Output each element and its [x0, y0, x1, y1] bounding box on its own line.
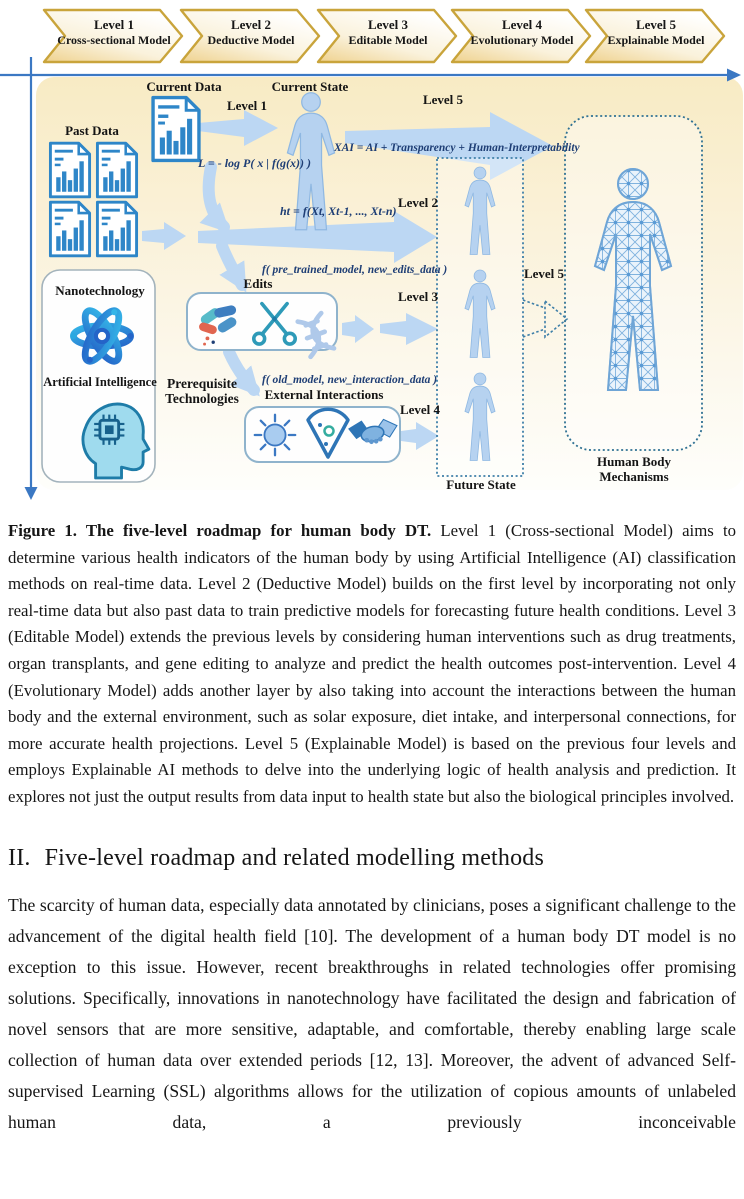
artificial-intelligence-label: Artificial Intelligence [43, 375, 157, 389]
banner-level-4-subtitle: Evolutionary Model [470, 33, 574, 48]
human-body-mechanisms-label: Human Body Mechanisms [596, 454, 672, 484]
nanotechnology-label: Nanotechnology [55, 283, 145, 298]
figure-caption [0, 518, 744, 811]
edits-label: Edits [243, 276, 273, 291]
sun-icon [255, 415, 295, 455]
section-heading [0, 845, 744, 872]
figure-1-diagram [0, 0, 744, 508]
banner-level-3-title: Level 3 [367, 17, 409, 32]
banner-level-4 [457, 17, 587, 48]
banner-level-5-title: Level 5 [635, 17, 677, 32]
banner-level-2-subtitle: Deductive Model [207, 33, 295, 48]
past-data-document-icon [50, 202, 89, 256]
level5-formula: XAI = AI + Transparency + Human-Interpretability [334, 142, 580, 154]
banner-level-2-title: Level 2 [230, 17, 272, 32]
level2-formula: ht = f(Xt, Xt-1, ..., Xt-n) [280, 204, 397, 218]
level4-label: Level 4 [399, 402, 441, 417]
level2-label: Level 2 [397, 195, 439, 210]
level3-label: Level 3 [397, 289, 439, 304]
roadmap-diagram-canvas [0, 0, 744, 508]
level4-formula: f( old_model, new_interaction_data ) [262, 374, 438, 386]
level1-formula: L = - log P( x | f(g(x)) ) [198, 156, 311, 170]
section-title: Five-level roadmap and related modelling methods [44, 844, 545, 871]
banner-level-1 [49, 17, 179, 48]
past-data-document-icon [97, 202, 136, 256]
past-data-document-icon [50, 143, 89, 197]
level3-formula: f( pre_trained_model, new_edits_data ) [262, 264, 448, 276]
axis-down-arrowhead [25, 487, 38, 500]
banner-level-3 [323, 17, 453, 48]
section-paragraph: The scarcity of human data, especially data annotated by clinicians, poses a significant challenge to the advancement of the digital health field [10]. The development of a human body DT model is no exception to this issue. However, recent breakthroughs in related technologies offer promising solutions. Specifically, innovations in nanotechnology have facilitated the design and fabrication of novel sensors that are more sensitive, adaptable, and comfortable, thereby enabling large scale collection of human data over extended periods [12, 13]. Moreover, the advent of advanced Self-supervised Learning (SSL) algorithms allows for the utilization of copious amounts of unlabeled human data, a previously inconceivable [8, 894, 736, 1132]
prerequisite-technologies-label: Prerequisite Technologies [165, 376, 239, 407]
figure-caption-body: Level 1 (Cross-sectional Model) aims to determine various health indicators of the human body by using Artificial Intelligence (AI) classification methods on real-time data. Level 2 (Deductive Model) builds on the first level by incorporating not only real-time data but also past data to train predictive models for forecasting future health conditions. Level 3 (Editable Model) extends the previous levels by considering human interventions such as drug treatments, organ transplants, and gene editing to analyze and predict the health outcomes post-intervention. Level 4 (Evolutionary Model) adds another layer by also taking into account the interactions between the human body and the external environment, such as solar exposure, diet intake, and interpersonal connections, for more accurate health projections. Level 5 (Explainable Model) is based on the previous four levels and employs Explainable AI methods to delve into the underlying logic of health analysis and prediction. It explores not just the output results from data input to health state but also the biological principles involved. [8, 521, 736, 806]
figure-caption-lead: Figure 1. The five-level roadmap for human body DT. [8, 521, 432, 540]
banner-level-3-subtitle: Editable Model [348, 33, 428, 48]
banner-level-1-title: Level 1 [93, 17, 135, 32]
current-state-label: Current State [271, 79, 349, 94]
past-data-label: Past Data [65, 123, 119, 138]
external-interactions-label: External Interactions [264, 387, 384, 402]
level1-label: Level 1 [226, 98, 268, 113]
future-state-label: Future State [446, 477, 516, 492]
banner-level-5 [591, 17, 721, 48]
current-data-label: Current Data [146, 79, 222, 94]
current-data-document-icon [153, 98, 199, 161]
past-data-document-icon [97, 143, 136, 197]
banner-level-4-title: Level 4 [501, 17, 543, 32]
level5-mid-label: Level 5 [523, 266, 565, 281]
section-number: II. [8, 844, 31, 871]
banner-level-2 [186, 17, 316, 48]
level5-top-label: Level 5 [422, 92, 464, 107]
banner-level-1-subtitle: Cross-sectional Model [57, 33, 171, 48]
banner-level-5-subtitle: Explainable Model [607, 33, 705, 48]
